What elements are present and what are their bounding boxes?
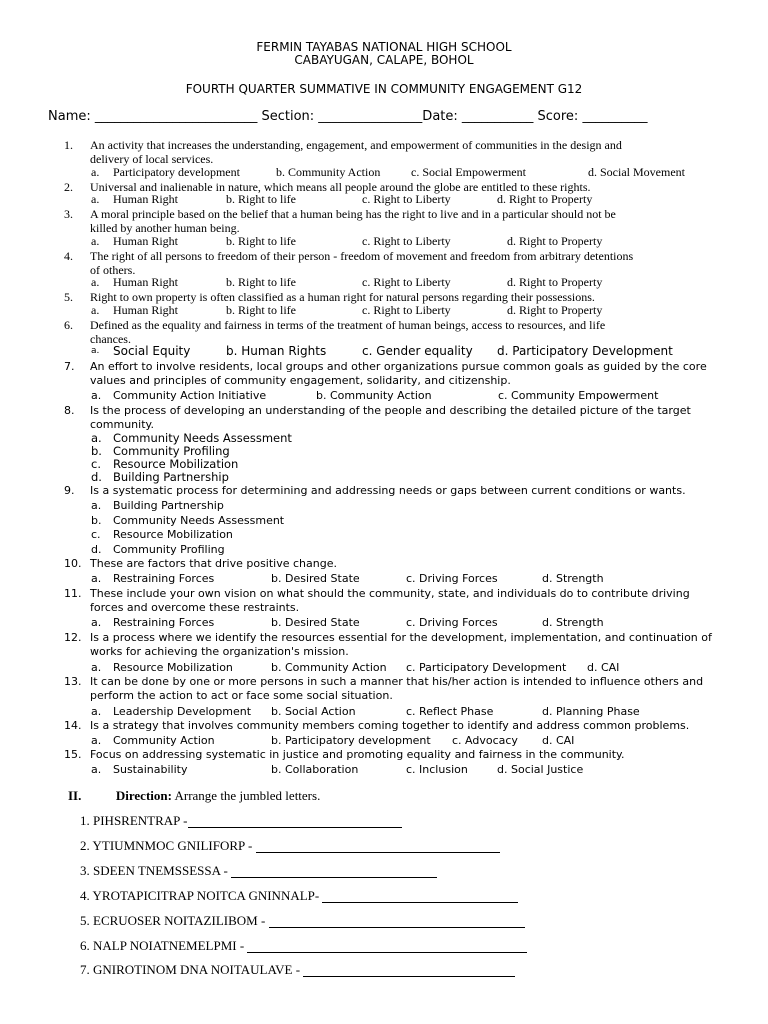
question-text-line2: community. [90, 418, 154, 431]
answer-blank[interactable] [247, 940, 527, 953]
option-a: Sustainability [113, 763, 188, 776]
option-b: b. Human Rights [226, 344, 327, 358]
option-a: Human Right [113, 303, 178, 317]
option-c: c. Right to Liberty [362, 275, 451, 289]
question-number: 12. [64, 631, 82, 644]
jumbled-item-6 [80, 938, 527, 953]
option-letter: b. [91, 514, 102, 527]
question-text-line2: of others. [90, 263, 136, 277]
option-letter: a. [91, 234, 100, 248]
question-text-line1: An effort to involve residents, local groups and other organizations pursue common goals as guided by the core [90, 360, 707, 373]
direction-text: Arrange the jumbled letters. [171, 788, 321, 803]
answer-blank[interactable] [188, 815, 402, 828]
option-b: b. Social Action [271, 705, 356, 718]
option-b: b. Desired State [271, 616, 360, 629]
question-text-line2: works for achieving the organization's mission. [90, 645, 349, 658]
question-text-line1: It can be done by one or more persons in such a manner that his/her action is intended to influence others and [90, 675, 704, 688]
option-a: Community Needs Assessment [113, 431, 292, 445]
option-d: d. Right to Property [507, 234, 603, 248]
option-a: Human Right [113, 275, 178, 289]
jumbled-word: 7. GNIROTINOM DNA NOITAULAVE - [80, 962, 301, 977]
question-text-line1: These are factors that drive positive change. [90, 557, 337, 570]
question-number: 10. [64, 557, 82, 570]
jumbled-word: 5. ECRUOSER NOITAZILIBOM - [80, 913, 266, 928]
option-letter: a. [91, 389, 102, 402]
school-address: CABAYUGAN, CALAPE, BOHOL [294, 53, 474, 67]
answer-blank[interactable] [269, 915, 525, 928]
question-text-line1: An activity that increases the understanding, engagement, and empowerment of communities in the design and [90, 138, 622, 152]
part-two-heading [68, 788, 320, 803]
question-text-line2: killed by another human being. [90, 221, 240, 235]
option-a: Human Right [113, 234, 178, 248]
question-number: 8. [64, 404, 75, 417]
jumbled-item-1 [80, 813, 402, 828]
question-number: 13. [64, 675, 82, 688]
option-a: Participatory development [113, 165, 240, 179]
question-text-line2: chances. [90, 332, 131, 346]
question-text-line1: Is a strategy that involves community members coming together to identify and address common problems. [90, 719, 690, 732]
jumbled-item-5 [80, 913, 525, 928]
option-b: b. Community Action [271, 661, 387, 674]
option-c: c. Community Empowerment [498, 389, 659, 402]
question-text-line1: Focus on addressing systematic in justice and promoting equality and fairness in the community. [90, 748, 625, 761]
jumbled-item-7 [80, 962, 515, 977]
option-d: d. Social Justice [497, 763, 584, 776]
question-number: 6. [64, 318, 73, 332]
question-text-line1: Right to own property is often classified as a human right for natural persons regarding their possessions. [90, 290, 595, 304]
option-letter: a. [91, 572, 102, 585]
question-text-line1: Is a systematic process for determining and addressing needs or gaps between current conditions or wants. [90, 484, 686, 497]
exam-title: FOURTH QUARTER SUMMATIVE IN COMMUNITY ENGAGEMENT G12 [185, 82, 583, 96]
jumbled-item-4 [80, 888, 518, 903]
option-c: c. Participatory Development [406, 661, 567, 674]
option-b: b. Right to life [226, 234, 296, 248]
jumbled-word: 2. YTIUMNMOC GNILIFORP - [80, 838, 253, 853]
option-letter: c. [91, 457, 101, 471]
option-a: Human Right [113, 192, 178, 206]
option-d: d. Strength [542, 572, 604, 585]
option-letter: a. [91, 763, 102, 776]
jumbled-word: 4. YROTAPICITRAP NOITCA GNINNALP- [80, 888, 320, 903]
option-letter: d. [91, 543, 102, 556]
question-text-line1: Universal and inalienable in nature, which means all people around the globe are entitled to these rights. [90, 180, 591, 194]
question-number: 15. [64, 748, 82, 761]
option-d: d. Right to Property [507, 303, 603, 317]
option-letter: a. [91, 303, 100, 317]
question-number: 2. [64, 180, 73, 194]
question-number: 11. [64, 587, 82, 600]
direction-label: Direction: [115, 788, 172, 803]
option-letter: c. [91, 528, 101, 541]
option-letter: a. [91, 431, 102, 445]
jumbled-word: 1. PIHSRENTRAP - [80, 813, 188, 828]
question-text-line1: These include your own vision on what should the community, state, and individuals do to contribute driving [90, 587, 690, 600]
part-numeral: II. [68, 788, 82, 803]
question-number: 4. [64, 249, 73, 263]
option-d: Building Partnership [113, 470, 229, 484]
jumbled-item-2 [80, 838, 500, 853]
option-b: Community Needs Assessment [113, 514, 285, 527]
option-b: b. Right to life [226, 303, 296, 317]
option-letter: b. [91, 444, 102, 458]
jumbled-item-3 [80, 863, 437, 878]
option-b: Community Profiling [113, 444, 230, 458]
question-number: 5. [64, 290, 73, 304]
option-c: c. Reflect Phase [406, 705, 494, 718]
option-letter: a. [91, 346, 100, 356]
option-a: Restraining Forces [113, 616, 215, 629]
option-letter: a. [91, 734, 102, 747]
question-number: 3. [64, 207, 73, 221]
option-a: Resource Mobilization [113, 661, 233, 674]
option-b: b. Community Action [276, 165, 381, 179]
answer-blank[interactable] [231, 865, 437, 878]
option-a: Community Action Initiative [113, 389, 267, 402]
option-c: c. Inclusion [406, 763, 468, 776]
question-number: 1. [64, 138, 73, 152]
jumbled-word: 3. SDEEN TNEMSSESSA - [80, 863, 228, 878]
option-c: c. Advocacy [452, 734, 518, 747]
option-d: d. CAI [587, 661, 620, 674]
option-c: c. Driving Forces [406, 616, 498, 629]
question-number: 7. [64, 360, 75, 373]
option-d: d. CAI [542, 734, 575, 747]
question-number: 14. [64, 719, 82, 732]
option-letter: a. [91, 705, 102, 718]
option-d: d. Right to Property [497, 192, 593, 206]
option-letter: a. [91, 192, 100, 206]
student-info-line: Name: _________________________ Section: ________________Date: ___________ Score: __________ [48, 109, 648, 124]
jumbled-word: 6. NALP NOIATNEMELPMI - [80, 938, 245, 953]
option-b: b. Right to life [226, 192, 296, 206]
question-text-line1: A moral principle based on the belief that a human being has the right to live and in a particular should not be [90, 207, 616, 221]
option-c: Resource Mobilization [113, 528, 233, 541]
option-b: b. Right to life [226, 275, 296, 289]
option-letter: a. [91, 165, 100, 179]
option-c: Resource Mobilization [113, 457, 239, 471]
option-b: b. Desired State [271, 572, 360, 585]
option-d: Community Profiling [113, 543, 225, 556]
question-text-line2: perform the action to act or face some social situation. [90, 689, 393, 702]
question-text-line1: Is a process where we identify the resources essential for the development, implementation, and continuation of [90, 631, 712, 644]
question-text-line1: The right of all persons to freedom of their person - freedom of movement and freedom from arbitrary detentions [90, 249, 634, 263]
option-letter: a. [91, 499, 102, 512]
option-a: Restraining Forces [113, 572, 215, 585]
option-a: Community Action [113, 734, 215, 747]
question-text-line1: Is the process of developing an understanding of the people and describing the detailed picture of the target [90, 404, 691, 417]
option-c: c. Right to Liberty [362, 192, 451, 206]
option-c: c. Driving Forces [406, 572, 498, 585]
option-b: b. Community Action [316, 389, 432, 402]
question-text-line1: Defined as the equality and fairness in terms of the treatment of human beings, access to resources, and life [90, 318, 606, 332]
option-d: d. Planning Phase [542, 705, 640, 718]
answer-blank[interactable] [322, 890, 518, 903]
option-c: c. Gender equality [362, 344, 473, 358]
option-letter: a. [91, 275, 100, 289]
question-text-line2: delivery of local services. [90, 152, 214, 166]
option-d: d. Strength [542, 616, 604, 629]
option-letter: a. [91, 661, 102, 674]
option-b: b. Participatory development [271, 734, 431, 747]
option-a: Social Equity [113, 344, 191, 358]
question-text-line2: forces and overcome these restraints. [90, 601, 300, 614]
question-number: 9. [64, 484, 75, 497]
answer-blank[interactable] [303, 964, 515, 977]
option-c: c. Right to Liberty [362, 303, 451, 317]
school-name: FERMIN TAYABAS NATIONAL HIGH SCHOOL [256, 40, 512, 54]
question-text-line2: values and principles of community engagement, solidarity, and citizenship. [90, 374, 511, 387]
option-a: Leadership Development [113, 705, 252, 718]
option-d: d. Participatory Development [497, 344, 673, 358]
option-c: c. Right to Liberty [362, 234, 451, 248]
option-b: b. Collaboration [271, 763, 359, 776]
option-letter: d. [91, 470, 102, 484]
answer-blank[interactable] [256, 840, 500, 853]
option-d: d. Social Movement [588, 165, 685, 179]
option-d: d. Right to Property [507, 275, 603, 289]
option-c: c. Social Empowerment [411, 165, 526, 179]
option-a: Building Partnership [113, 499, 224, 512]
option-letter: a. [91, 616, 102, 629]
